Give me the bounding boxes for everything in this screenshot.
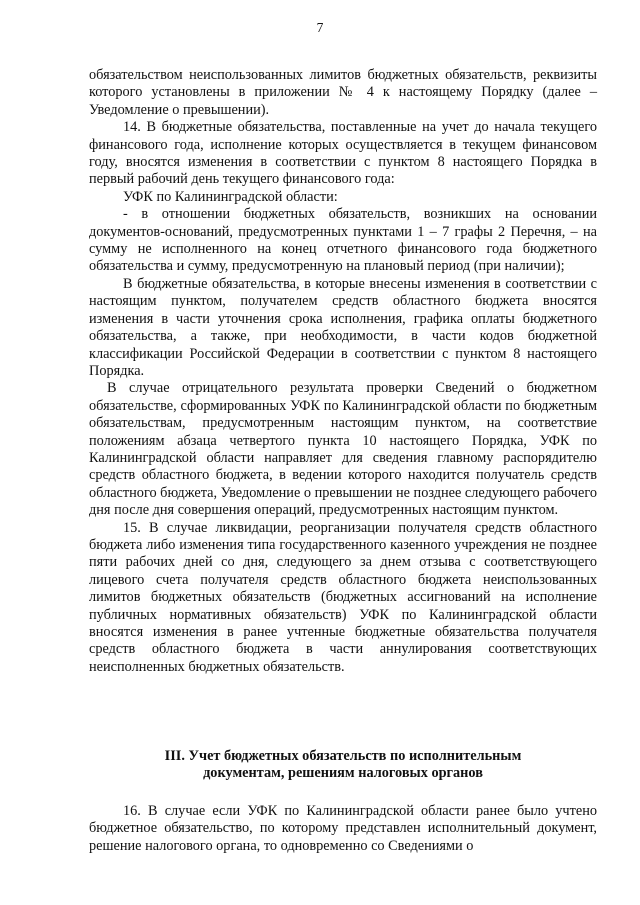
section-heading — [89, 748, 597, 783]
paragraph-ufk: УФК по Калининградской области: — [123, 188, 338, 205]
paragraph-negative-result: В случае отрицательного результата проверки Сведений о бюджетном обязательстве, сформированных УФК по Калининградской области по бюджетным обязательствам, предусмотренным настоящим пунктом, на соответствие положениям абзаца четвертого пункта 10 настоящего Порядка, УФК по Калининградской области направляет для сведения главному распорядителю средств областного бюджета, в ведении которого находится получатель средств областного бюджета, Уведомление о превышении не позднее следующего рабочего дня после дня совершения операций, предусмотренных настоящим пунктом. — [89, 380, 597, 519]
body-text — [89, 67, 597, 676]
paragraph-item-16: 16. В случае если УФК по Калининградской области ранее было учтено бюджетное обязательство, по которому представлен исполнительный документ, решение налогового органа, то одновременно со Сведениями о — [89, 803, 597, 854]
paragraph-changes: В бюджетные обязательства, в которые внесены изменения в соответствии с настоящим пунктом, получателем средств областного бюджета вносятся изменения в части уточнения срока исполнения, графика оплаты бюджетного обязательства, а также, при необходимости, в части кодов бюджетной классификации Российской Федерации в соответствии с пунктом 8 настоящего Порядка. — [89, 275, 597, 379]
section-heading-line1: III. Учет бюджетных обязательств по исполнительным — [164, 748, 522, 764]
paragraph-bullet: - в отношении бюджетных обязательств, возникших на основании документов-оснований, предусмотренных пунктами 1 – 7 графы 2 Перечня, – на сумму не исполненного на конец отчетного финансового года бюджетного обязательства и сумму, предусмотренную на плановый период (при наличии); — [89, 206, 597, 275]
section-heading-line2: документам, решениям налоговых органов — [203, 765, 483, 782]
paragraph-item-14: 14. В бюджетные обязательства, поставленные на учет до начала текущего финансового года, исполнение которых осуществляется в текущем финансовом году, вносятся изменения в соответствии с пунктом 8 настоящего Порядка в первый рабочий день текущего финансового года: — [89, 119, 597, 188]
paragraph-item-15: 15. В случае ликвидации, реорганизации получателя средств областного бюджета либо изменения типа государственного казенного учреждения не позднее пяти рабочих дней со дня, следующего за днем отзыва с соответствующего лицевого счета получателя средств областного бюджета неиспользованных лимитов бюджетных обязательств (бюджетных ассигнований на исполнение публичных нормативных обязательств) УФК по Калининградской области вносятся изменения в ранее учтенные бюджетные обязательства получателя средств областного бюджета в части аннулирования соответствующих неисполненных бюджетных обязательств. — [89, 519, 597, 675]
tail-text — [89, 803, 597, 855]
page-number: 7 — [316, 20, 324, 35]
paragraph-continuation: обязательством неиспользованных лимитов бюджетных обязательств, реквизиты которого установлены в приложении № 4 к настоящему Порядку (далее – Уведомление о превышении). — [89, 67, 597, 118]
